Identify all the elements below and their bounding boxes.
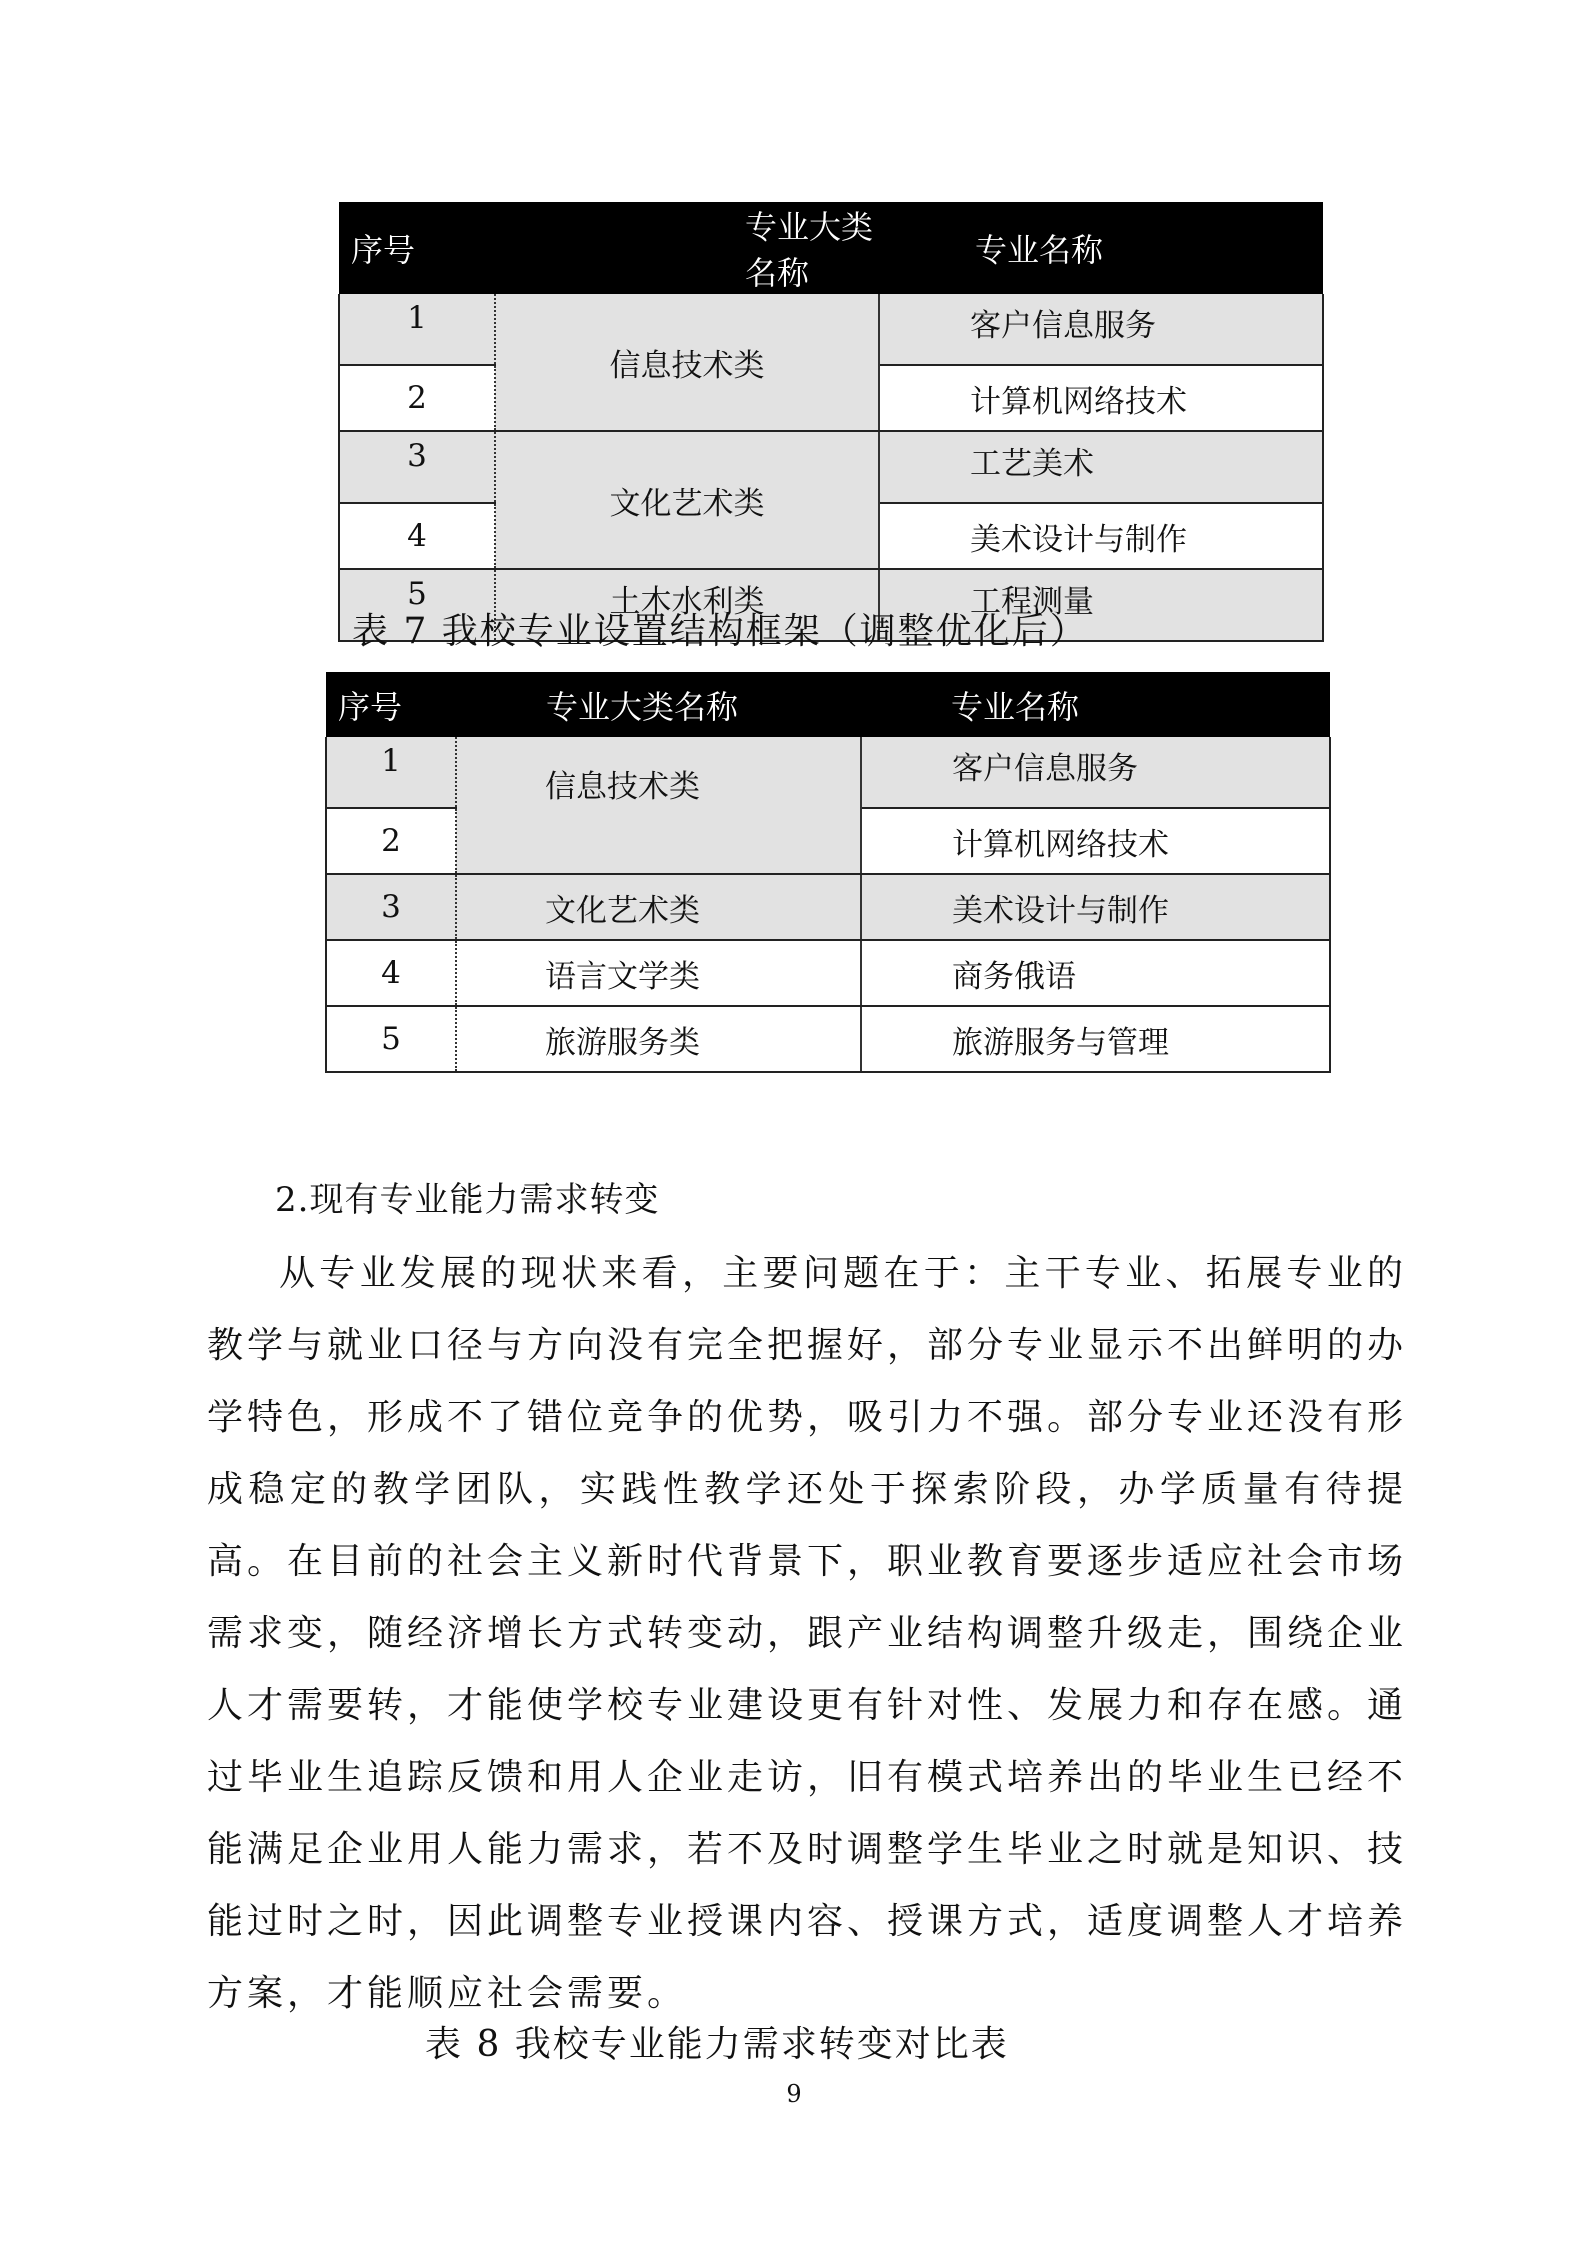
table-header-row <box>339 202 1323 294</box>
major-name-cell: 计算机网络技术 <box>879 365 1323 431</box>
row-number: 2 <box>326 808 456 874</box>
category-cell: 信息技术类 <box>495 294 879 431</box>
section-heading: 2.现有专业能力需求转变 <box>275 1180 660 1220</box>
row-number: 5 <box>339 569 495 641</box>
body-paragraph: 从专业发展的现状来看，主要问题在于：主干专业、拓展专业的教学与就业口径与方向没有完全把握好，部分专业显示不出鲜明的办学特色，形成不了错位竞争的优势，吸引力不强。部分专业还没有形成稳定的教学团队，实践性教学还处于探索阶段，办学质量有待提高。在目前的社会主义新时代背景下，职业教育要逐步适应社会市场需求变，随经济增长方式转变动，跟产业结构调整升级走，围绕企业人才需要转，才能使学校专业建设更有针对性、发展力和存在感。通过毕业生追踪反馈和用人企业走访，旧有模式培养出的毕业生已经不能满足企业用人能力需求，若不及时调整学生毕业之时就是知识、技能过时之时，因此调整专业授课内容、授课方式，适度调整人才培养方案，才能顺应社会需要。 <box>207 1253 1408 2014</box>
header-name: 专业名称 <box>879 202 1323 294</box>
major-name-cell: 美术设计与制作 <box>861 874 1330 940</box>
major-name-cell: 客户信息服务 <box>879 294 1323 365</box>
major-name-cell: 旅游服务与管理 <box>861 1006 1330 1072</box>
header-name: 专业名称 <box>861 672 1330 737</box>
major-name-cell: 商务俄语 <box>861 940 1330 1006</box>
row-number: 4 <box>326 940 456 1006</box>
major-structure-table-before <box>338 202 1324 642</box>
category-cell: 文化艺术类 <box>495 431 879 569</box>
category-cell: 信息技术类 <box>456 737 861 874</box>
table-7-caption: 表 7 我校专业设置结构框架（调整优化后） <box>352 611 1088 652</box>
table-row <box>339 431 1323 503</box>
header-category: 专业大类名称 <box>456 672 861 737</box>
row-number: 2 <box>339 365 495 431</box>
header-no: 序号 <box>339 202 495 294</box>
row-number: 4 <box>339 503 495 569</box>
table-row <box>326 1006 1330 1072</box>
category-cell: 语言文学类 <box>456 940 861 1006</box>
header-category: 专业大类名称 <box>495 202 879 294</box>
category-cell: 旅游服务类 <box>456 1006 861 1072</box>
major-structure-table-after <box>325 672 1331 1073</box>
row-number: 3 <box>339 431 495 503</box>
major-name-cell: 工程测量 <box>879 569 1323 641</box>
major-name-cell: 客户信息服务 <box>861 737 1330 808</box>
row-number: 5 <box>326 1006 456 1072</box>
row-number: 3 <box>326 874 456 940</box>
row-number: 1 <box>339 294 495 365</box>
table-8-caption: 表 8 我校专业能力需求转变对比表 <box>425 2024 1009 2065</box>
page-number: 9 <box>786 2080 802 2108</box>
major-name-cell: 计算机网络技术 <box>861 808 1330 874</box>
table-header-row <box>326 672 1330 737</box>
category-cell: 文化艺术类 <box>456 874 861 940</box>
header-no: 序号 <box>326 672 456 737</box>
table-row <box>326 874 1330 940</box>
major-name-cell: 美术设计与制作 <box>879 503 1323 569</box>
row-number: 1 <box>326 737 456 808</box>
category-cell: 土木水利类 <box>495 569 879 641</box>
table-row <box>326 940 1330 1006</box>
table-row <box>339 294 1323 365</box>
major-name-cell: 工艺美术 <box>879 431 1323 503</box>
table-row <box>326 737 1330 808</box>
